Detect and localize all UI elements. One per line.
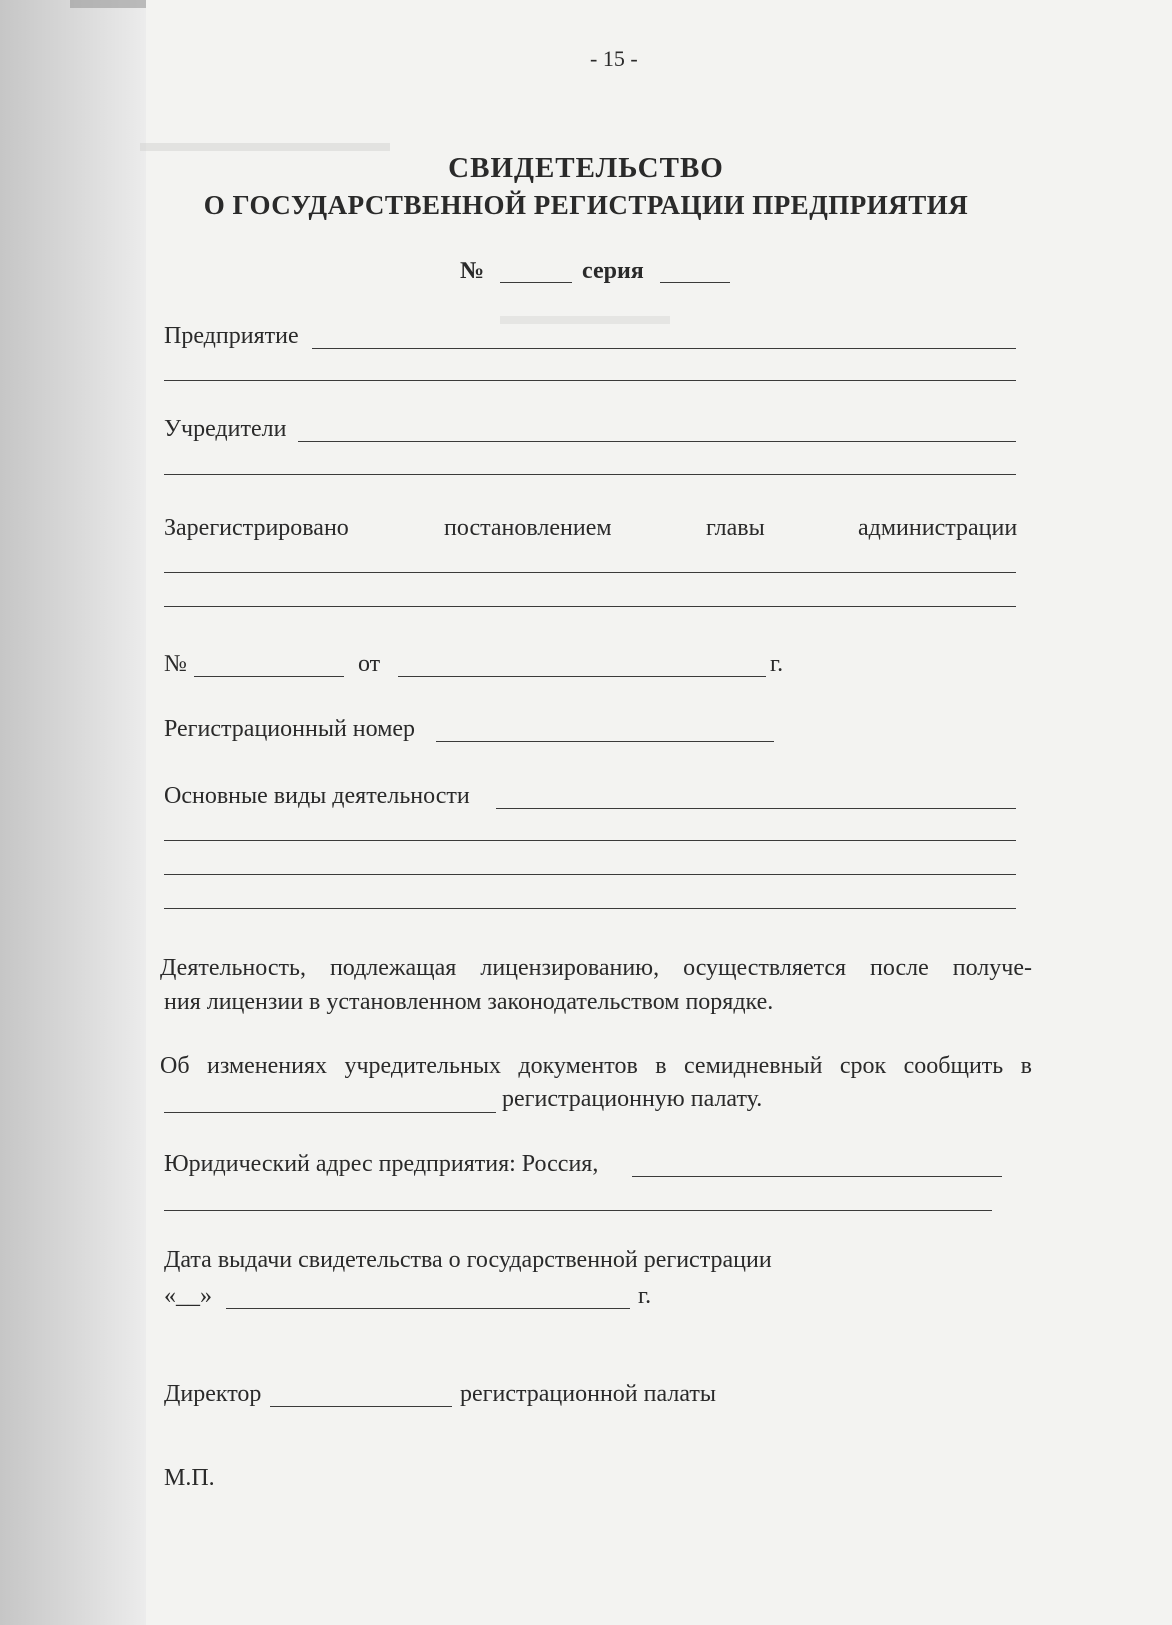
activities-field-line-3[interactable] [164, 874, 1016, 875]
bleed-through-mark [140, 125, 390, 151]
founders-field-continued[interactable] [164, 474, 1016, 475]
changes-paragraph-line-1: Об изменениях учредительных документов в семидневный срок сообщить в [160, 1053, 1032, 1079]
registration-number-field[interactable] [436, 741, 774, 742]
series-field[interactable] [660, 282, 730, 283]
administration-field-continued[interactable] [164, 606, 1016, 607]
founders-field[interactable] [298, 441, 1016, 442]
activities-field-line-2[interactable] [164, 840, 1016, 841]
activities-field[interactable] [496, 808, 1016, 809]
activities-field-line-4[interactable] [164, 908, 1016, 909]
administration-field[interactable] [164, 572, 1016, 573]
resolution-year-suffix: г. [770, 651, 784, 677]
bleed-through-mark [500, 300, 670, 324]
director-label: Директор [164, 1381, 262, 1407]
registered-word-2: постановлением [444, 515, 612, 541]
director-signature-field[interactable] [270, 1406, 452, 1407]
registration-number-label: Регистрационный номер [164, 716, 416, 742]
legal-address-label: Юридический адрес предприятия: Россия, [164, 1151, 599, 1177]
scan-margin [0, 0, 146, 1625]
enterprise-field-continued[interactable] [164, 380, 1016, 381]
legal-address-field[interactable] [632, 1176, 1002, 1177]
changes-paragraph-line-2: регистрационную палату. [502, 1086, 763, 1112]
series-label: серия [582, 258, 644, 284]
certificate-number-field[interactable] [500, 282, 572, 283]
registered-word-4: администрации [858, 515, 1018, 541]
document-title: СВИДЕТЕЛЬСТВО [448, 152, 724, 184]
licensing-paragraph-line-1: Деятельность, подлежащая лицензированию, осуществляется после получе- [160, 955, 1032, 981]
chamber-name-field[interactable] [164, 1112, 496, 1113]
document-subtitle: О ГОСУДАРСТВЕННОЙ РЕГИСТРАЦИИ ПРЕДПРИЯТИЯ [203, 190, 969, 220]
seal-place-label: М.П. [164, 1465, 215, 1491]
resolution-from-label: от [358, 651, 381, 677]
certificate-number-label: № [460, 258, 485, 284]
issue-date-day-field[interactable]: «__» [164, 1283, 212, 1309]
page-number: - 15 - [590, 46, 638, 71]
resolution-date-field[interactable] [398, 676, 766, 677]
scan-artifact [70, 0, 150, 8]
issue-date-month-field[interactable] [226, 1308, 630, 1309]
enterprise-field[interactable] [312, 348, 1016, 349]
founders-label: Учредители [164, 416, 287, 442]
enterprise-label: Предприятие [164, 323, 299, 349]
resolution-number-field[interactable] [194, 676, 344, 677]
issue-date-label: Дата выдачи свидетельства о государственной регистрации [164, 1247, 772, 1273]
resolution-number-label: № [164, 651, 187, 677]
licensing-paragraph-line-2: ния лицензии в установленном законодательством порядке. [164, 989, 774, 1015]
registered-word-3: главы [706, 515, 765, 541]
registered-word-1: Зарегистрировано [164, 515, 349, 541]
legal-address-field-continued[interactable] [164, 1210, 992, 1211]
issue-date-year-suffix: г. [638, 1283, 652, 1309]
chamber-label: регистрационной палаты [460, 1381, 716, 1407]
activities-label: Основные виды деятельности [164, 783, 470, 809]
